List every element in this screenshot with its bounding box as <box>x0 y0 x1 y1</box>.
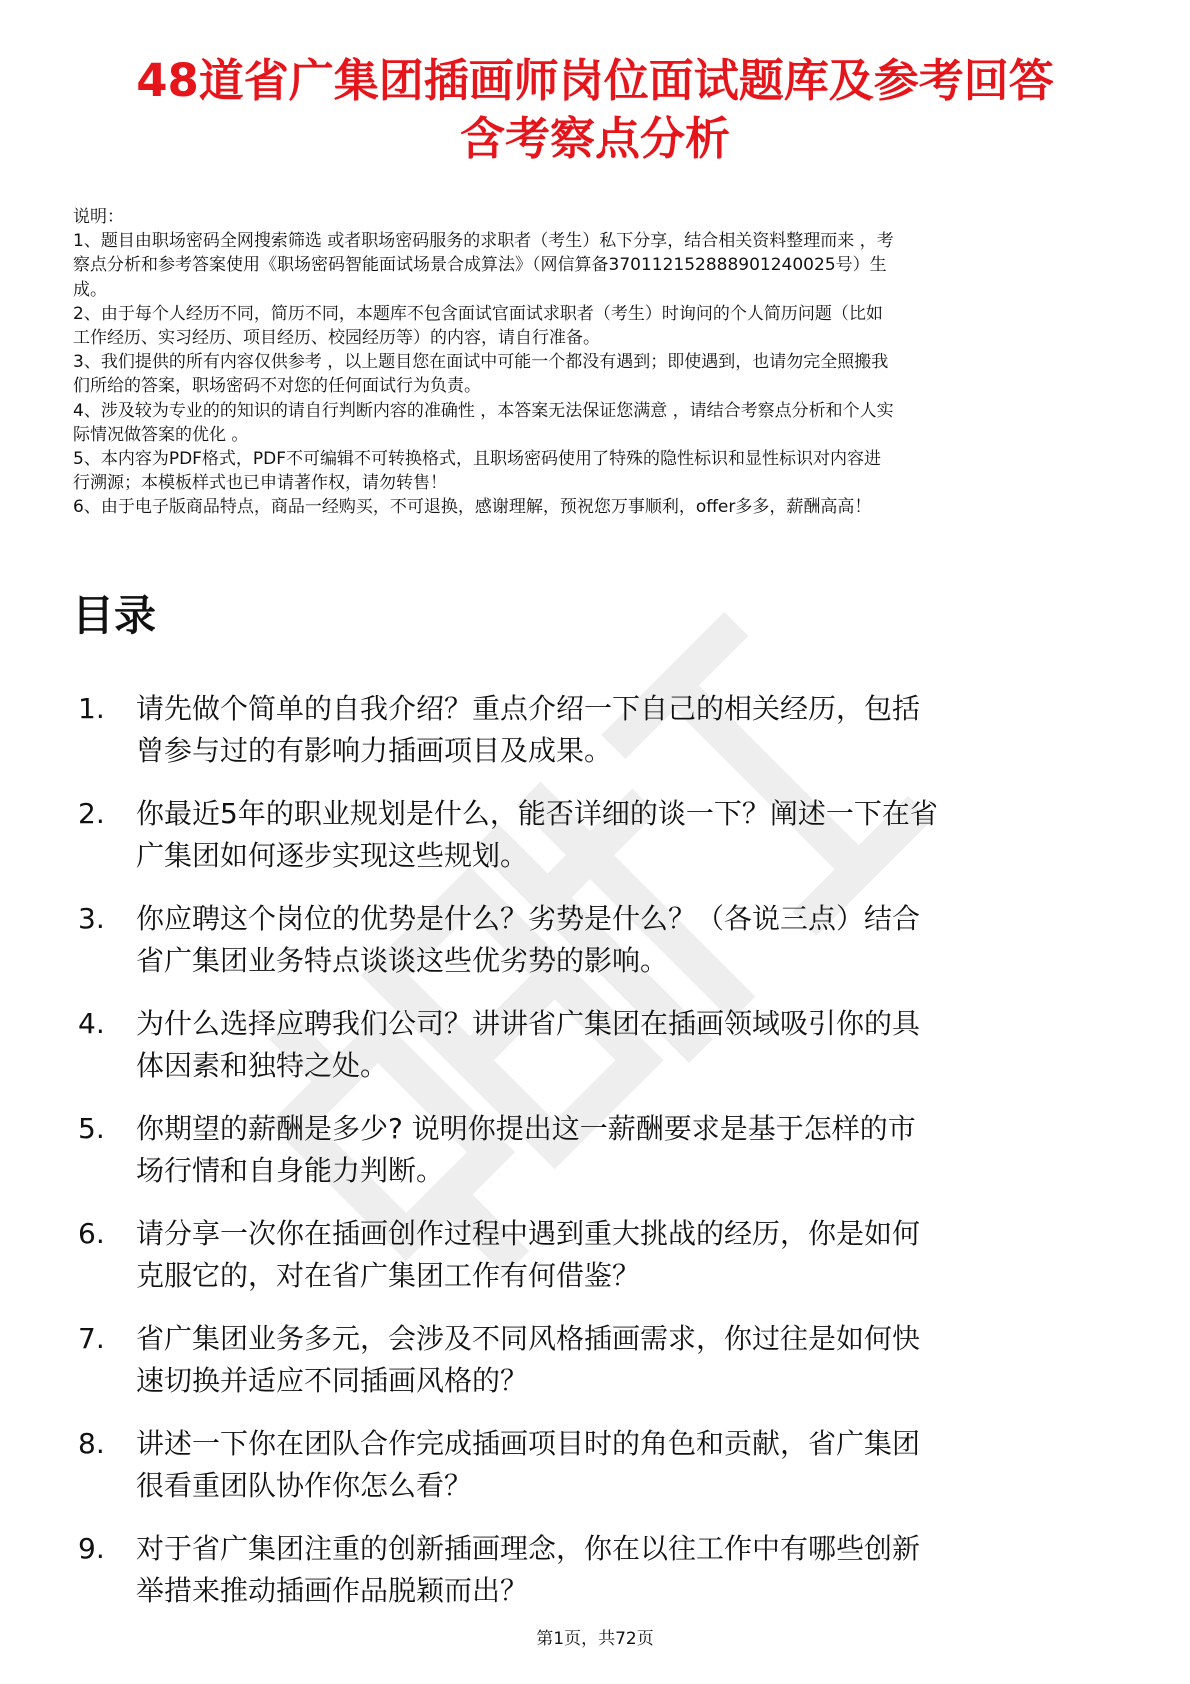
question-text-line-1: 请先做个简单的自我介绍？重点介绍一下自己的相关经历，包括 <box>136 692 921 725</box>
title-line-2: 含考察点分析 <box>459 112 730 165</box>
question-number: 5. <box>78 1112 105 1145</box>
question-list <box>72 688 1122 1633</box>
instruction-line: 1、题目由职场密码全网搜索筛选 或者职场密码服务的求职者（考生）私下分享，结合相关资料整理而来 ，考 <box>73 231 894 252</box>
question-text-line-2: 曾参与过的有影响力插画项目及成果。 <box>136 734 613 767</box>
question-text <box>136 688 1122 793</box>
question-text-line-2: 省广集团业务特点谈谈这些优劣势的影响。 <box>136 944 669 977</box>
question-text <box>136 1108 1122 1213</box>
question-item[interactable] <box>72 1108 1122 1213</box>
question-text-line-1: 对于省广集团注重的创新插画理念，你在以往工作中有哪些创新 <box>136 1532 921 1565</box>
instruction-line: 们所给的答案，职场密码不对您的任何面试行为负责。 <box>73 376 481 397</box>
instruction-line: 6、由于电子版商品特点，商品一经购买，不可退换，感谢理解，预祝您万事顺利，offer多多，薪酬高高！ <box>73 497 872 518</box>
question-text-line-1: 请分享一次你在插画创作过程中遇到重大挑战的经历，你是如何 <box>136 1217 921 1250</box>
title-line-1: 48道省广集团插画师岗位面试题库及参考回答 <box>136 54 1054 107</box>
question-text <box>136 1528 1122 1633</box>
question-number: 8. <box>78 1427 105 1460</box>
question-text <box>136 1318 1122 1423</box>
question-number: 6. <box>78 1217 105 1250</box>
page-number: 第1页，共72页 <box>536 1629 654 1649</box>
instruction-line: 察点分析和参考答案使用《职场密码智能面试场景合成算法》（网信算备370112152888901240025号）生 <box>73 255 887 276</box>
instructions-section <box>73 205 1118 520</box>
instructions-heading: 说明： <box>73 207 124 227</box>
question-text-line-1: 讲述一下你在团队合作完成插画项目时的角色和贡献，省广集团 <box>136 1427 921 1460</box>
question-text <box>136 793 1122 898</box>
question-item[interactable] <box>72 1528 1122 1633</box>
instruction-line: 4、涉及较为专业的的知识的请自行判断内容的准确性 ，本答案无法保证您满意 ，请结合考察点分析和个人实 <box>73 400 894 421</box>
question-number: 9. <box>78 1532 105 1565</box>
question-text-line-2: 体因素和独特之处。 <box>136 1049 389 1082</box>
question-item[interactable] <box>72 793 1122 898</box>
instruction-line: 行溯源；本模板样式也已申请著作权，请勿转售！ <box>73 473 447 494</box>
question-text-line-2: 场行情和自身能力判断。 <box>136 1154 445 1187</box>
instruction-line: 5、本内容为PDF格式，PDF不可编辑不可转换格式，且职场密码使用了特殊的隐性标识和显性标识对内容进 <box>73 449 882 470</box>
question-number: 3. <box>78 902 105 935</box>
question-number: 1. <box>78 692 105 725</box>
question-number: 2. <box>78 797 105 830</box>
toc-heading: 目录 <box>72 591 157 640</box>
question-text-line-2: 速切换并适应不同插画风格的？ <box>136 1364 529 1397</box>
question-text-line-1: 你最近5年的职业规划是什么，能否详细的谈一下？阐述一下在省 <box>136 797 938 830</box>
instruction-line: 2、由于每个人经历不同，简历不同，本题库不包含面试官面试求职者（考生）时询问的个人简历问题（比如 <box>73 303 883 324</box>
question-text <box>136 1423 1122 1528</box>
question-item[interactable] <box>72 1213 1122 1318</box>
question-text-line-2: 举措来推动插画作品脱颖而出？ <box>136 1574 529 1607</box>
question-text-line-1: 你应聘这个岗位的优势是什么？劣势是什么？（各说三点）结合 <box>136 902 921 935</box>
question-text-line-2: 广集团如何逐步实现这些规划。 <box>136 839 529 872</box>
instruction-line: 际情况做答案的优化 。 <box>73 424 249 445</box>
question-item[interactable] <box>72 898 1122 1003</box>
question-text-line-1: 你期望的薪酬是多少? 说明你提出这一薪酬要求是基于怎样的市 <box>136 1112 916 1145</box>
instruction-line: 成。 <box>73 279 107 300</box>
question-text <box>136 898 1122 1003</box>
question-number: 7. <box>78 1322 105 1355</box>
question-item[interactable] <box>72 688 1122 793</box>
question-text <box>136 1213 1122 1318</box>
instruction-line: 3、我们提供的所有内容仅供参考 ，以上题目您在面试中可能一个都没有遇到；即使遇到，也请勿完全照搬我 <box>73 352 889 373</box>
question-text-line-2: 克服它的，对在省广集团工作有何借鉴？ <box>136 1259 641 1292</box>
question-text-line-1: 省广集团业务多元，会涉及不同风格插画需求，你过往是如何快 <box>136 1322 921 1355</box>
question-item[interactable] <box>72 1423 1122 1528</box>
question-text-line-2: 很看重团队协作你怎么看？ <box>136 1469 473 1502</box>
question-text <box>136 1003 1122 1108</box>
question-number: 4. <box>78 1007 105 1040</box>
question-item[interactable] <box>72 1318 1122 1423</box>
instruction-line: 工作经历、实习经历、项目经历、校园经历等）的内容，请自行准备。 <box>73 328 600 349</box>
document-title <box>60 52 1130 168</box>
question-item[interactable] <box>72 1003 1122 1108</box>
question-text-line-1: 为什么选择应聘我们公司？讲讲省广集团在插画领域吸引你的具 <box>136 1007 921 1040</box>
